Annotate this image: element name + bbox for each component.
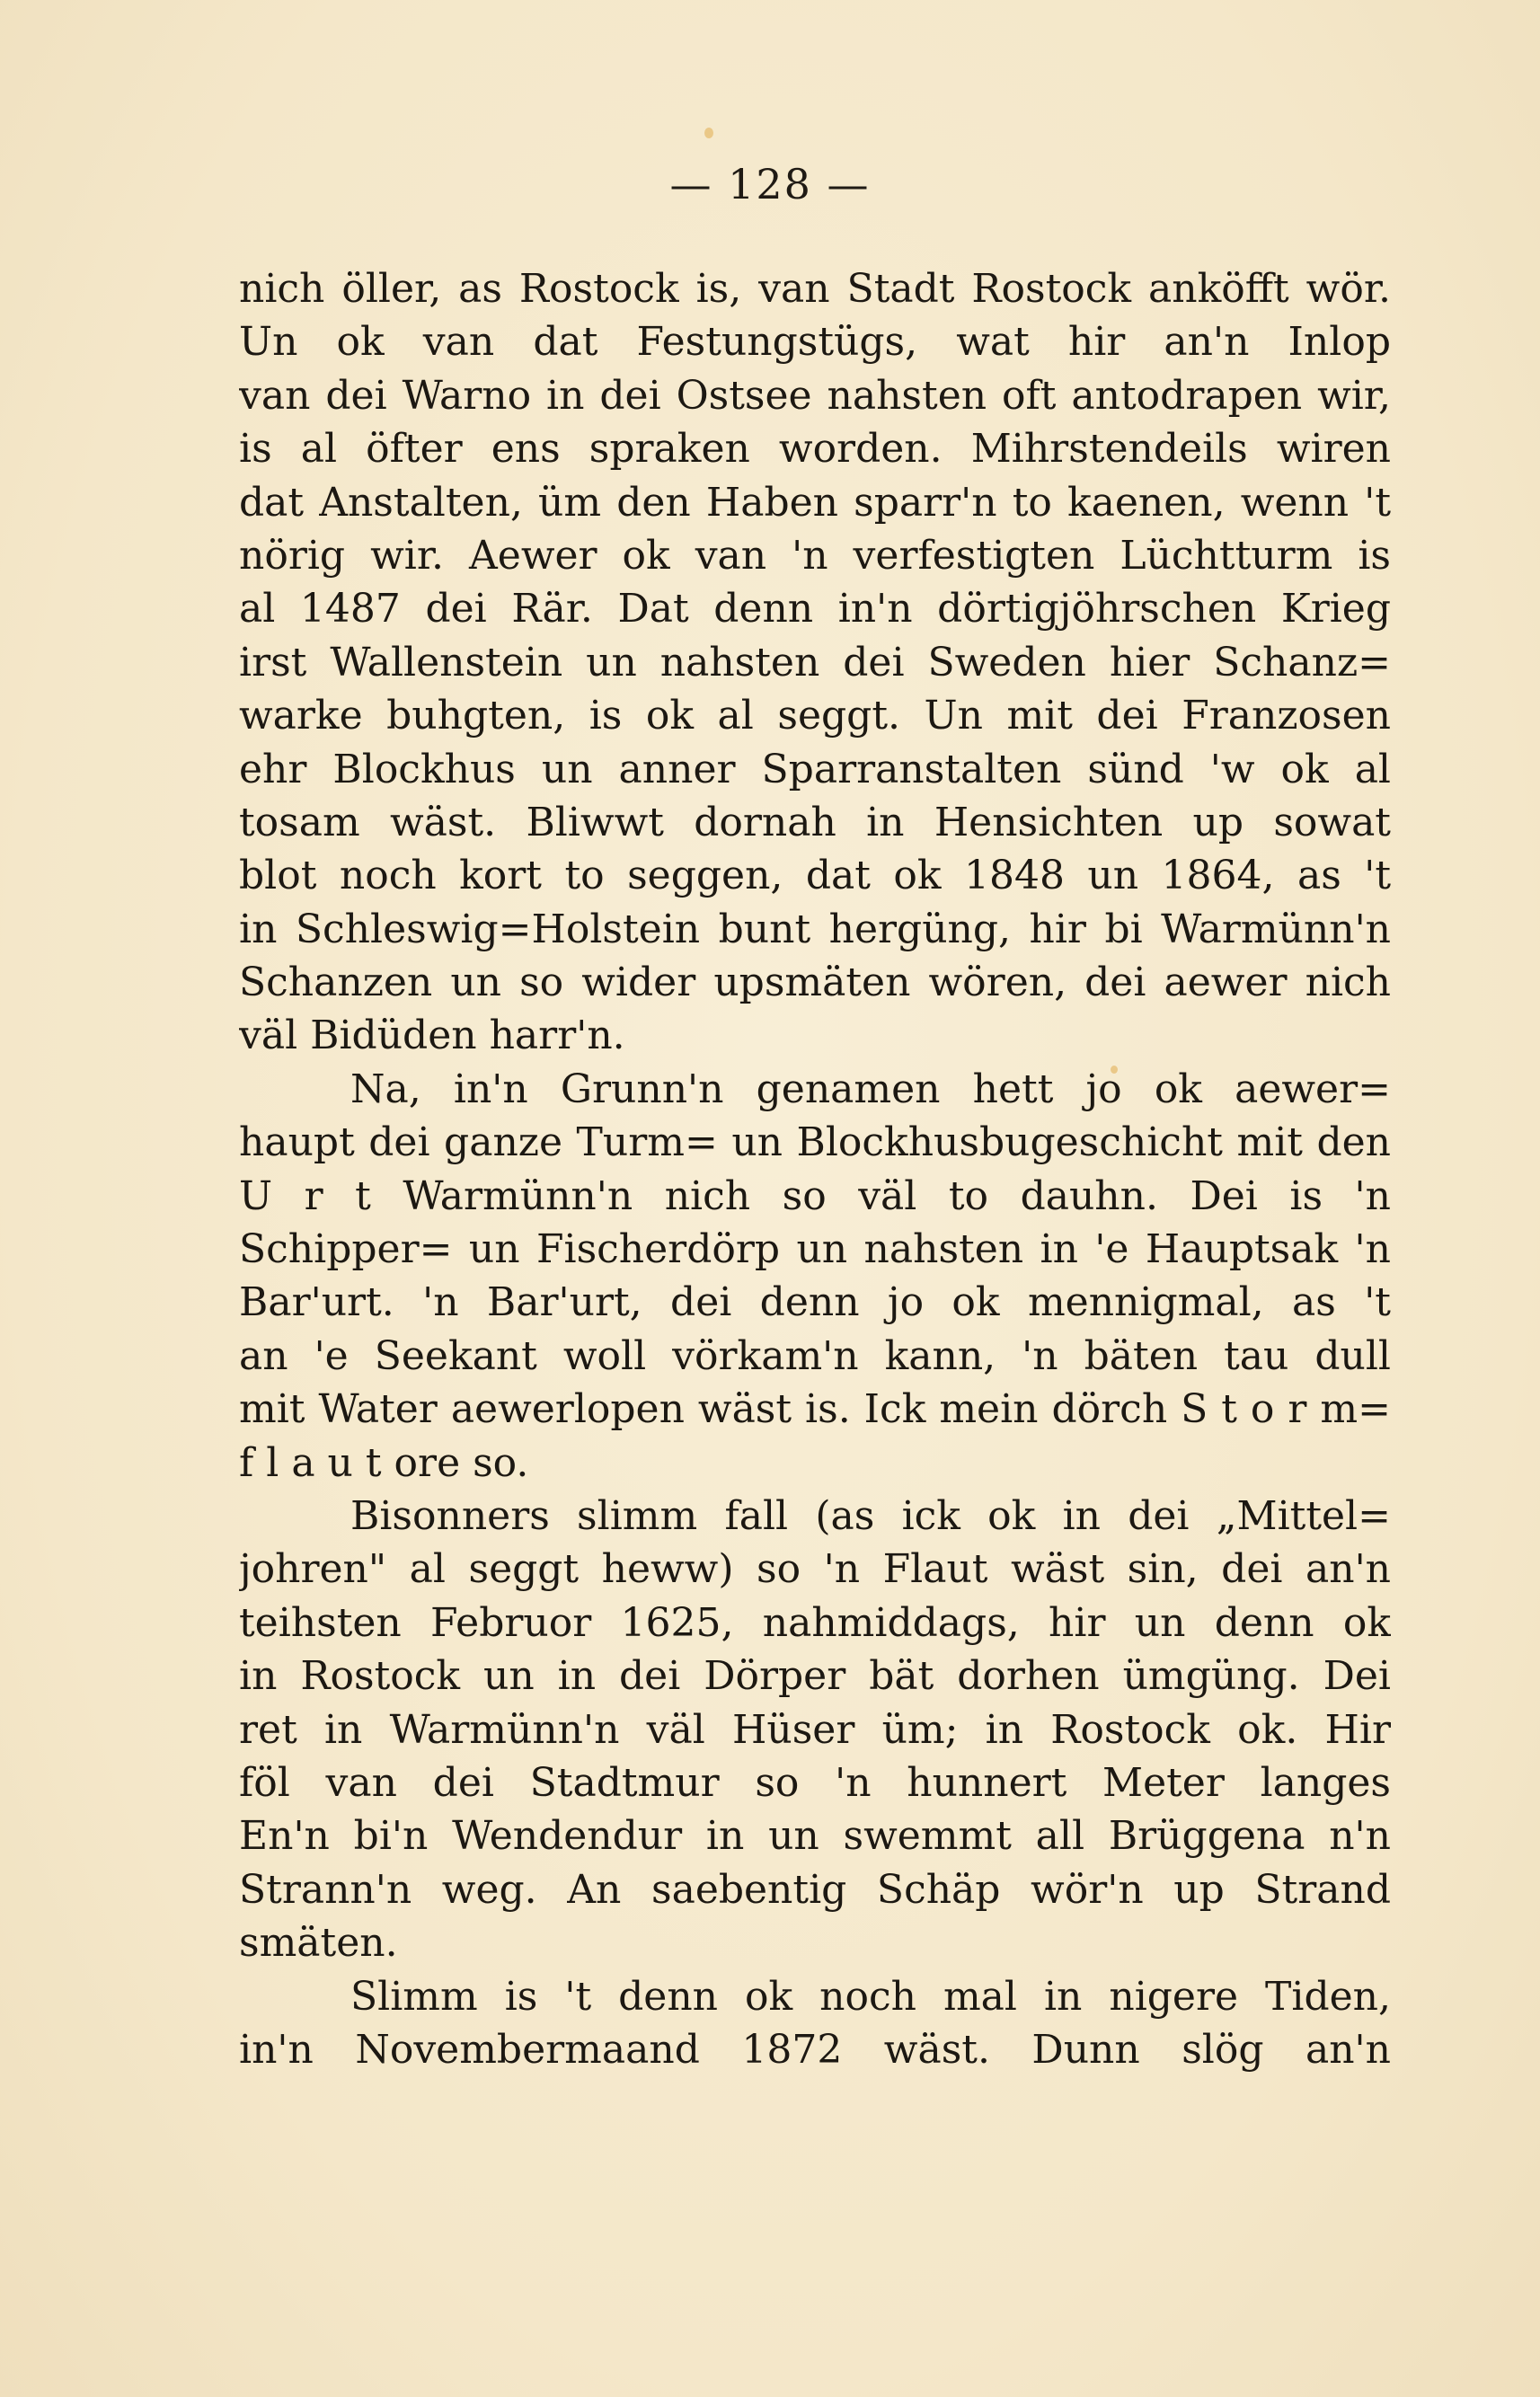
text-line: nich öller, as Rostock is, van Stadt Rostock anköfft wör. [239,266,1391,312]
text-line: Strann'n weg. An saebentig Schäp wör'n up Strand [239,1866,1391,1913]
text-line: teihsten Februor 1625, nahmiddags, hir un denn ok [239,1599,1391,1646]
text-line: warke buhgten, is ok al seggt. Un mit dei Franzosen [239,693,1391,739]
text-line: f l a u t ore so. [239,1439,529,1486]
text-line: in'n Novembermaand 1872 wäst. Dunn slög an'n [239,2026,1391,2073]
text-line: väl Bidüden harr'n. [239,1013,625,1059]
text-line: blot noch kort to seggen, dat ok 1848 un 1864, as 't [239,853,1391,899]
text-line: johren" al seggt heww) so 'n Flaut wäst sin, dei an'n [239,1546,1391,1593]
text-line: in Rostock un in dei Dörper bät dorhen ümgüng. Dei [239,1653,1391,1700]
text-line: Slimm is 't denn ok noch mal in nigere Tiden, [350,1973,1391,2020]
paper-stain [704,128,713,138]
text-line: ret in Warmünn'n väl Hüser üm; in Rostock ok. Hir [239,1706,1391,1753]
text-line: En'n bi'n Wendendur in un swemmt all Brüggena n'n [239,1813,1391,1860]
text-line: mit Water aewerlopen wäst is. Ick mein dörch S t o r m= [239,1386,1391,1433]
text-line: smäten. [239,1920,398,1967]
text-line: al 1487 dei Rär. Dat denn in'n dörtigjöhrschen Krieg [239,586,1391,632]
text-line: Bisonners slimm fall (as ick ok in dei „Mittel= [350,1492,1391,1539]
page-number: — 128 — [669,160,871,208]
text-line: van dei Warno in dei Ostsee nahsten oft antodrapen wir, [239,372,1391,419]
text-line: dat Anstalten, üm den Haben sparr'n to kaenen, wenn 't [239,479,1391,526]
text-line: in Schleswig=Holstein bunt hergüng, hir bi Warmünn'n [239,906,1391,952]
text-line: irst Wallenstein un nahsten dei Sweden hier Schanz= [239,639,1391,685]
text-line: Un ok van dat Festungstügs, wat hir an'n Inlop [239,319,1391,366]
text-line: föl van dei Stadtmur so 'n hunnert Meter langes [239,1759,1391,1806]
text-line: Bar'urt. 'n Bar'urt, dei denn jo ok mennigmal, as 't [239,1279,1391,1326]
text-line: U r t Warmünn'n nich so väl to dauhn. Dei is 'n [239,1172,1391,1219]
text-line: haupt dei ganze Turm= un Blockhusbugeschicht mit den [239,1119,1391,1166]
text-line: Schanzen un so wider upsmäten wören, dei aewer nich [239,960,1391,1006]
text-line: Schipper= un Fischerdörp un nahsten in 'e Hauptsak 'n [239,1226,1391,1273]
text-line: nörig wir. Aewer ok van 'n verfestigten Lüchtturm is [239,532,1391,579]
body-text [239,262,1391,2076]
text-line: tosam wäst. Bliwwt dornah in Hensichten up sowat [239,799,1391,845]
text-line: is al öfter ens spraken worden. Mihrstendeils wiren [239,426,1391,473]
text-line: an 'e Seekant woll vörkam'n kann, 'n bäten tau dull [239,1332,1391,1379]
text-line: Na, in'n Grunn'n genamen hett jo ok aewer= [350,1066,1391,1112]
text-line: ehr Blockhus un anner Sparranstalten sünd 'w ok al [239,746,1391,792]
